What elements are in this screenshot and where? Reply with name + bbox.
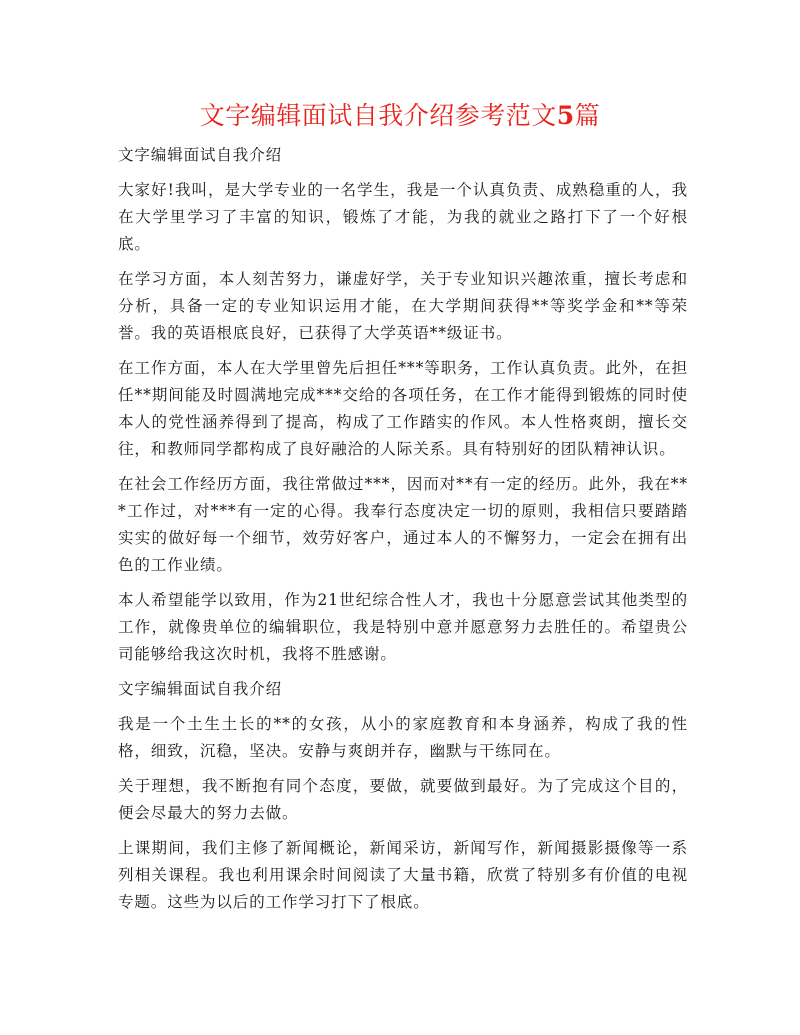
document-body [118, 142, 688, 924]
section-heading: 文字编辑面试自我介绍 [118, 146, 283, 164]
title-text: 文字编辑面试自我介绍参考范文 [199, 101, 557, 130]
paragraph: 在学习方面，本人刻苦努力，谦虚好学，关于专业知识兴趣浓重，擅长考虑和分析，具备一定的专业知识运用才能，在大学期间获得**等奖学金和**等荣誉。我的英语根底良好，已获得了大学英语**级证书。 [118, 270, 688, 342]
paragraph: 在社会工作经历方面，我往常做过***，因而对**有一定的经历。此外，我在***工作过，对***有一定的心得。我奉行态度决定一切的原则，我相信只要踏踏实实的做好每一个细节，效劳好客户，通过本人的不懈努力，一定会在拥有出色的工作业绩。 [118, 475, 688, 574]
paragraph: 大家好!我叫，是大学专业的一名学生，我是一个认真负责、成熟稳重的人，我在大学里学习了丰富的知识，锻炼了才能，为我的就业之路打下了一个好根底。 [118, 181, 688, 253]
paragraph: 本人希望能学以致用，作为21世纪综合性人才，我也十分愿意尝试其他类型的工作，就像贵单位的编辑职位，我是特别中意并愿意努力去胜任的。希望贵公司能够给我这次时机，我将不胜感谢。 [118, 591, 688, 663]
title-suffix: 篇 [574, 101, 601, 130]
paragraph: 我是一个土生土长的**的女孩，从小的家庭教育和本身涵养，构成了我的性格，细致，沉稳，坚决。安静与爽朗并存，幽默与干练同在。 [118, 715, 688, 760]
section-heading: 文字编辑面试自我介绍 [118, 680, 283, 698]
paragraph: 关于理想，我不断抱有同个态度，要做，就要做到最好。为了完成这个目的，便会尽最大的努力去做。 [118, 777, 688, 822]
paragraph: 上课期间，我们主修了新闻概论，新闻采访，新闻写作，新闻摄影摄像等一系列相关课程。我也利用课余时间阅读了大量书籍，欣赏了特别多有价值的电视专题。这些为以后的工作学习打下了根底。 [118, 839, 688, 911]
title-number: 5 [556, 101, 575, 130]
document-title [0, 99, 800, 133]
paragraph: 在工作方面，本人在大学里曾先后担任***等职务，工作认真负责。此外，在担任**期间能及时圆满地完成***交给的各项任务，在工作才能得到锻炼的同时使本人的党性涵养得到了提高，构成了工作踏实的作风。本人性格爽朗，擅长交往，和教师同学都构成了良好融洽的人际关系。具有特别好的团队精神认识。 [118, 359, 688, 458]
